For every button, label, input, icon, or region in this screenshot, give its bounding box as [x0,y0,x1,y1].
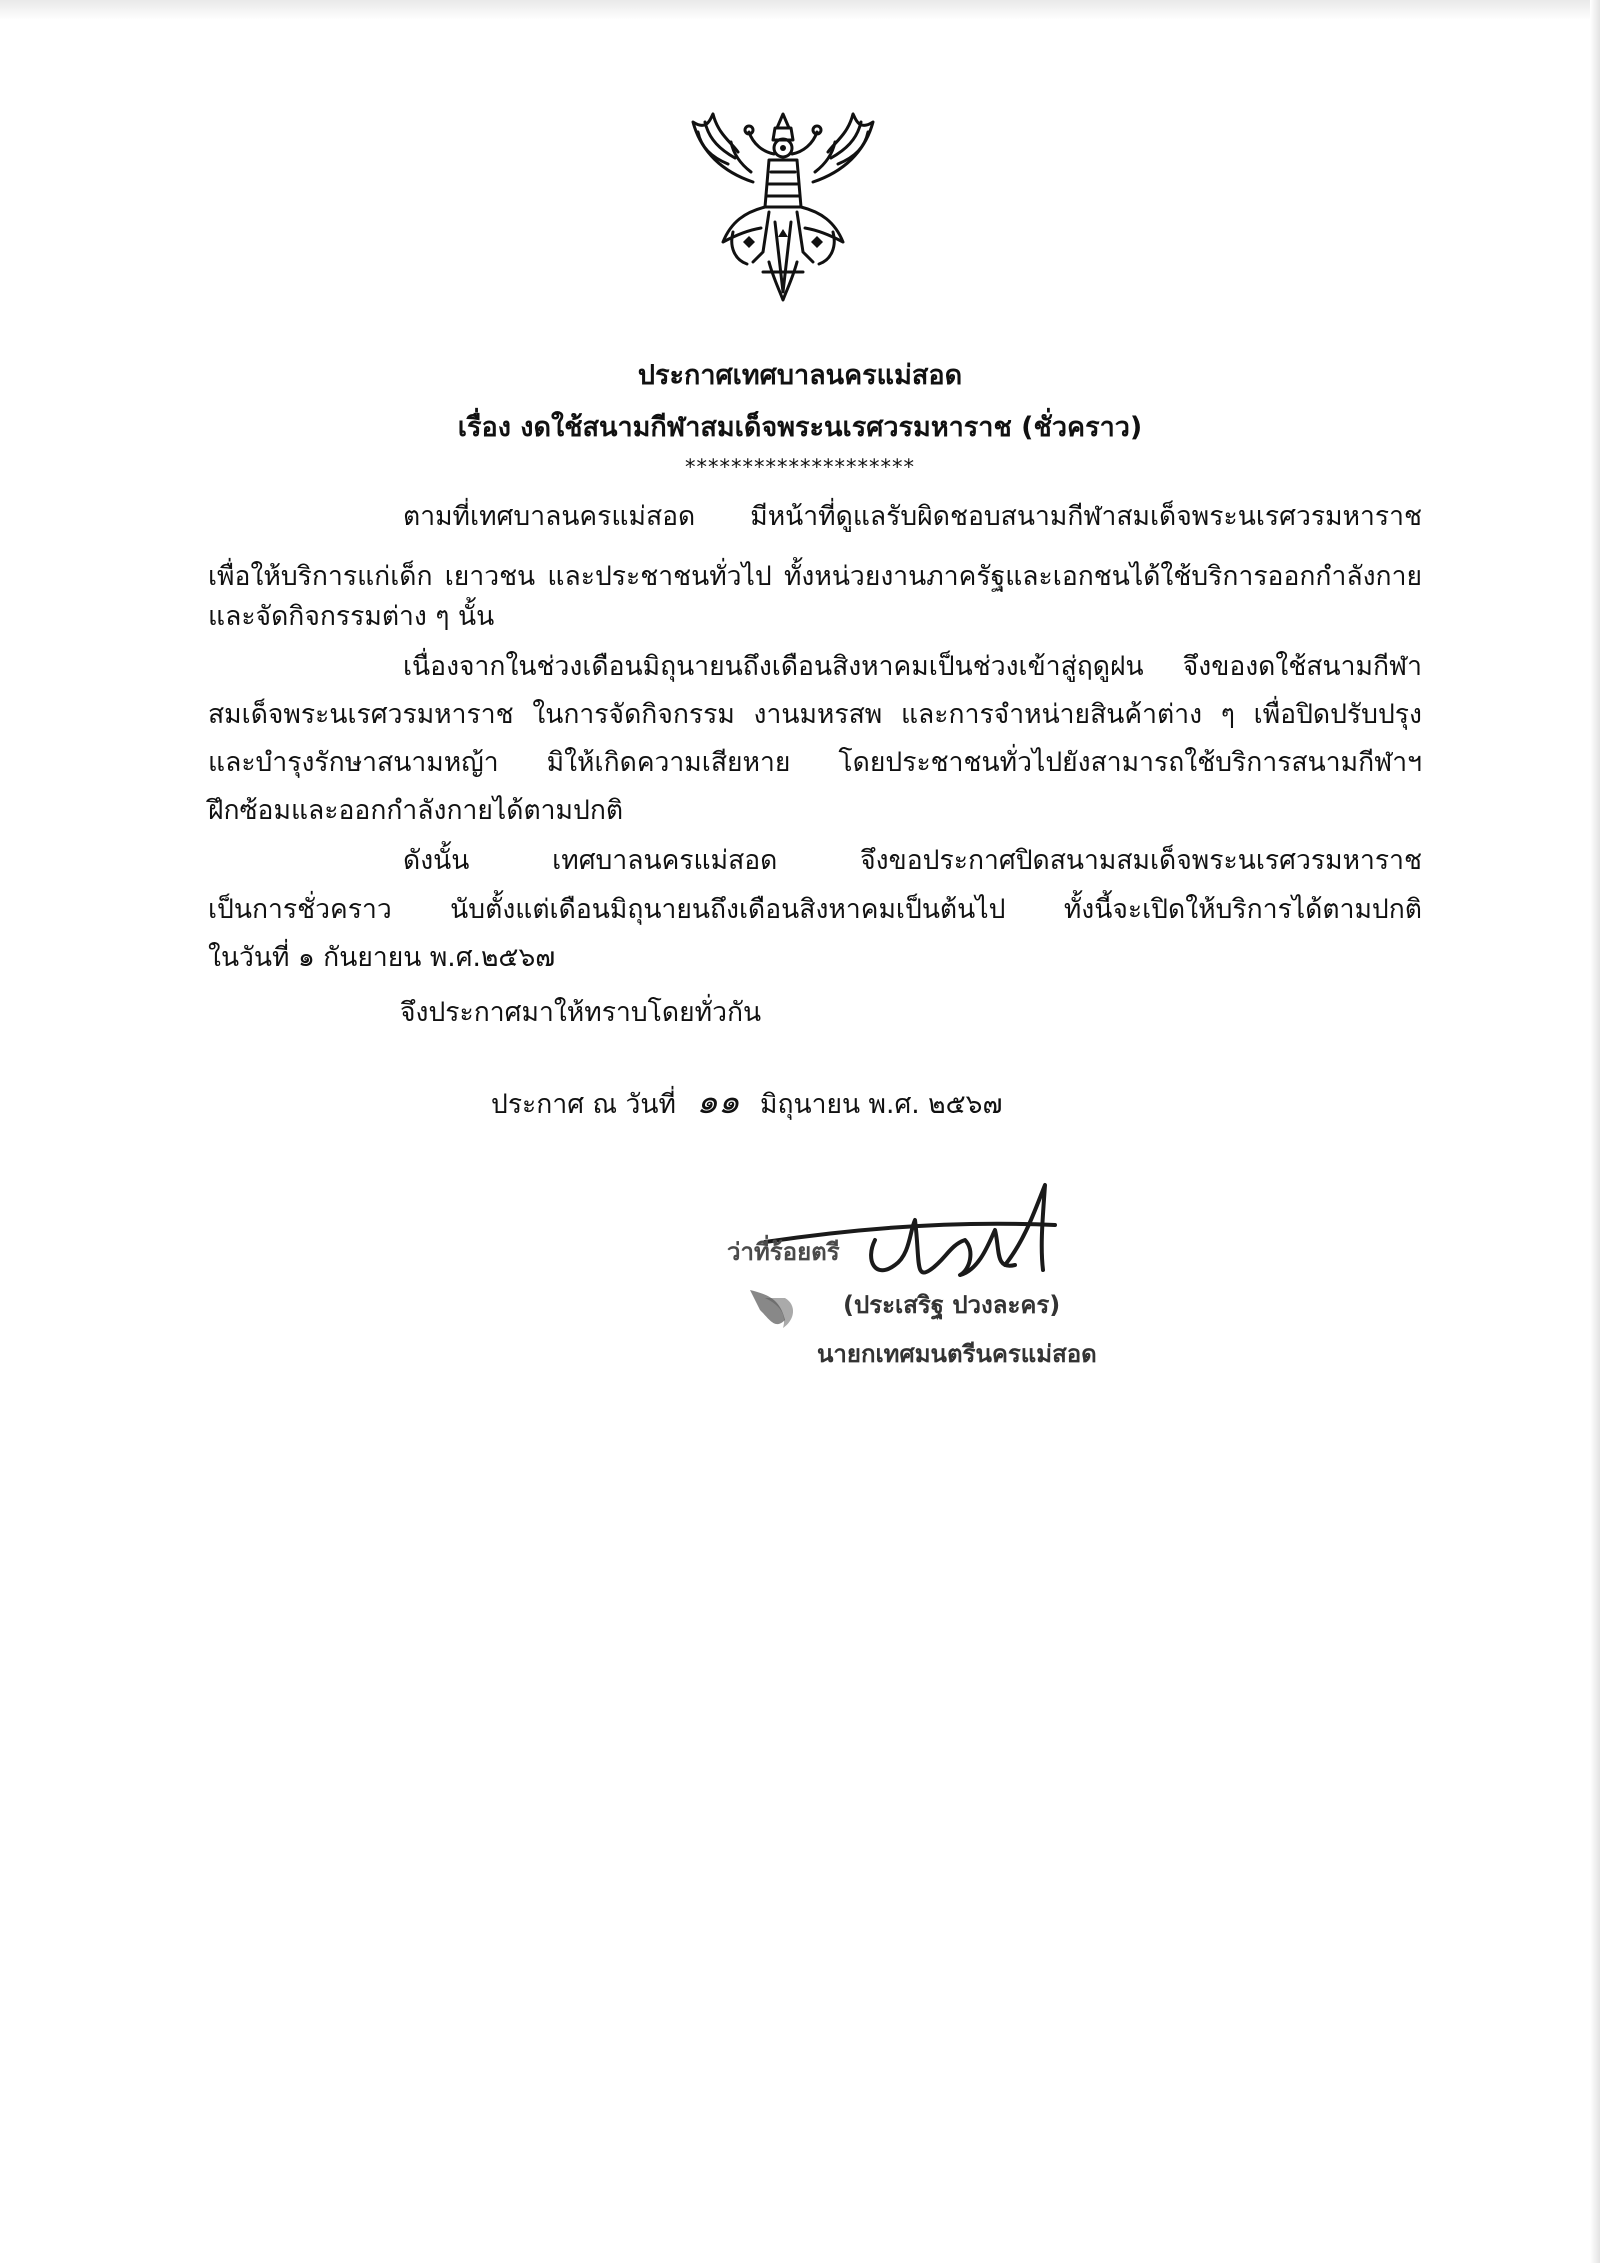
paragraph-2-line-2: สมเด็จพระนเรศวรมหาราช ในการจัดกิจกรรม งานมหรสพ และการจำหน่ายสินค้าต่าง ๆ เพื่อปิดปรับปรุง [208,699,1422,730]
document-title: ประกาศเทศบาลนครแม่สอด [637,360,963,391]
paragraph-3-line-2: เป็นการชั่วคราว นับตั้งแต่เดือนมิถุนายนถึงเดือนสิงหาคมเป็นต้นไป ทั้งนี้จะเปิดให้บริการได้ตามปกติ [208,894,1422,925]
announcement-date [491,1082,1003,1122]
document-subject: เรื่อง งดใช้สนามกีฬาสมเด็จพระนเรศวรมหาราช (ชั่วคราว) [457,412,1143,443]
signatory-name: (ประเสริฐ ปวงละคร) [843,1291,1061,1319]
date-day: ๑๑ [696,1082,740,1122]
paragraph-1-line-1: ตามที่เทศบาลนครแม่สอด มีหน้าที่ดูแลรับผิดชอบสนามกีฬาสมเด็จพระนเรศวรมหาราช [403,501,1422,532]
closing-statement: จึงประกาศมาให้ทราบโดยทั่วกัน [400,997,762,1028]
paragraph-3-line-3: ในวันที่ ๑ กันยายน พ.ศ.๒๕๖๗ [208,942,556,973]
signatory-rank: ว่าที่ร้อยตรี [727,1238,840,1266]
paragraph-1-line-3: และจัดกิจกรรมต่าง ๆ นั้น [208,601,495,632]
garuda-emblem-icon [683,112,883,302]
scan-edge-top [0,0,1600,20]
date-prefix: ประกาศ ณ วันที่ [491,1089,676,1120]
date-month-year: มิถุนายน พ.ศ. ๒๕๖๗ [759,1089,1003,1120]
paragraph-1-line-2: เพื่อให้บริการแก่เด็ก เยาวชน และประชาชนทั่วไป ทั้งหน่วยงานภาครัฐและเอกชนได้ใช้บริการออกกำลังกาย [208,561,1422,592]
scan-edge-right [1590,0,1600,2263]
paragraph-3-line-1: ดังนั้น เทศบาลนครแม่สอด จึงขอประกาศปิดสนามสมเด็จพระนเรศวรมหาราช [403,845,1422,876]
separator-stars: ******************** [685,455,915,479]
signatory-position: นายกเทศมนตรีนครแม่สอด [817,1340,1097,1368]
paragraph-2-line-3: และบำรุงรักษาสนามหญ้า มิให้เกิดความเสียหาย โดยประชาชนทั่วไปยังสามารถใช้บริการสนามกีฬาฯ [208,747,1422,778]
paragraph-2-line-1: เนื่องจากในช่วงเดือนมิถุนายนถึงเดือนสิงหาคมเป็นช่วงเข้าสู่ฤดูฝน จึงของดใช้สนามกีฬา [403,651,1422,682]
paragraph-2-line-4: ฝึกซ้อมและออกกำลังกายได้ตามปกติ [208,795,624,826]
